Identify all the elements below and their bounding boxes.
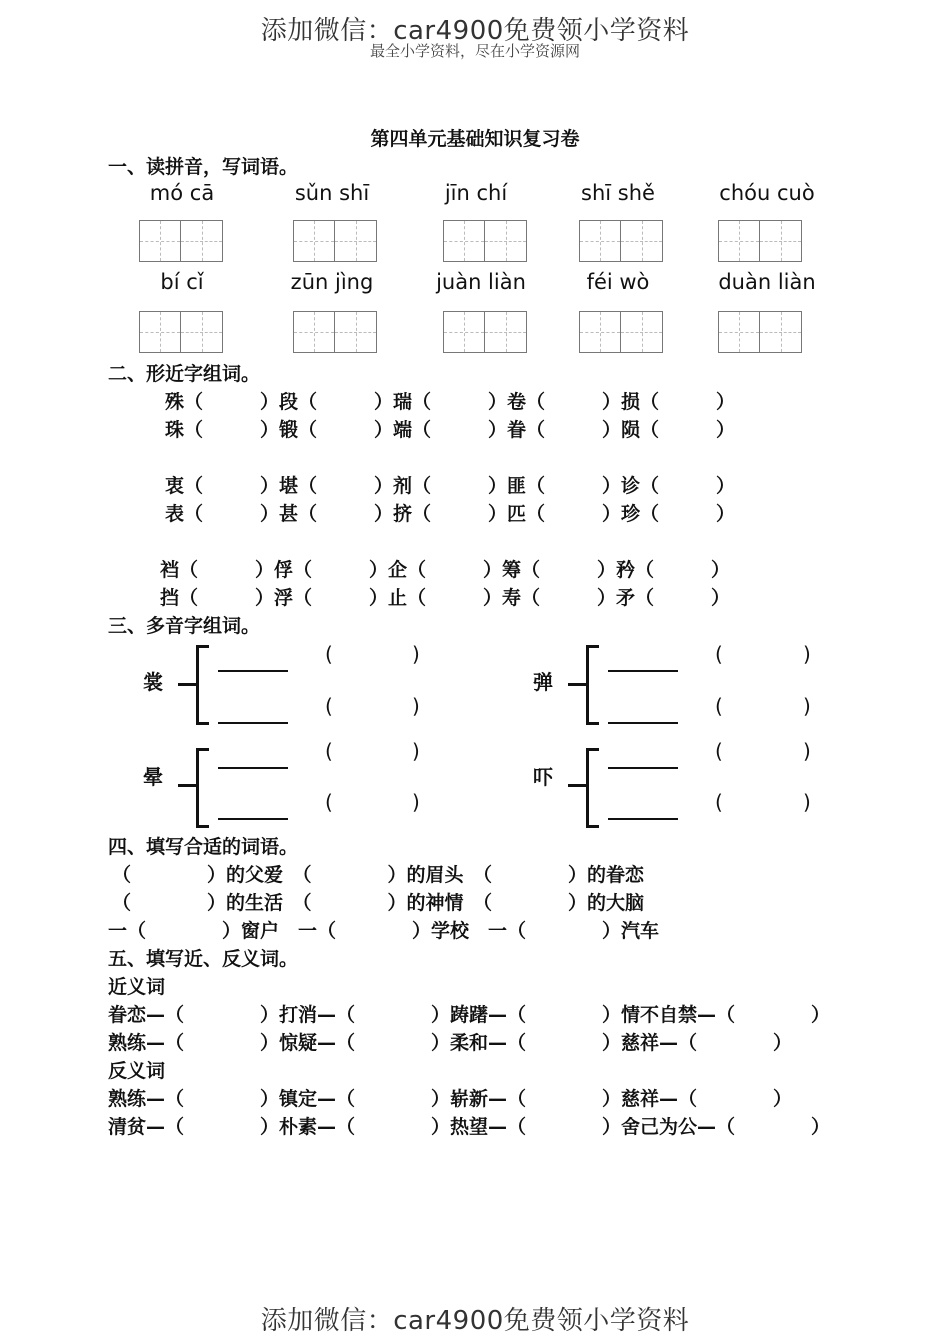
synonym-row[interactable]: 眷恋—（ ）打消—（ ）踌躇—（ ）情不自禁—（ ） xyxy=(108,1004,831,1026)
brace-stem xyxy=(568,683,588,686)
answer-blank[interactable] xyxy=(218,767,288,769)
writing-grid[interactable] xyxy=(579,220,663,262)
paren-open: ( xyxy=(715,790,723,814)
fill-word-row[interactable]: （ ）的父爱 （ ）的眉头 （ ）的眷恋 xyxy=(112,864,645,886)
antonym-label: 反义词 xyxy=(108,1060,166,1082)
writing-grid[interactable] xyxy=(139,311,223,353)
paren-open: ( xyxy=(715,739,723,763)
watermark-bottom: 添加微信：car4900免费领小学资料 xyxy=(260,1306,690,1336)
synonym-label: 近义词 xyxy=(108,976,166,998)
answer-blank[interactable] xyxy=(218,818,288,820)
pinyin: zūn jìng xyxy=(290,270,374,294)
writing-grid[interactable] xyxy=(579,311,663,353)
similar-char-row[interactable]: 衷（ ）堪（ ）剂（ ）匪（ ）诊（ ） xyxy=(165,475,736,497)
brace xyxy=(586,645,599,725)
section-4-heading: 四、填写合适的词语。 xyxy=(108,836,299,858)
similar-char-row[interactable]: 珠（ ）锻（ ）端（ ）眷（ ）陨（ ） xyxy=(165,419,736,441)
polyphone-char: 吓 xyxy=(533,765,553,789)
pinyin: chóu cuò xyxy=(719,181,815,205)
paren-close: ) xyxy=(803,694,811,718)
paren-close: ) xyxy=(412,790,420,814)
brace-stem xyxy=(568,784,588,787)
brace xyxy=(586,748,599,828)
writing-grid[interactable] xyxy=(293,311,377,353)
synonym-row[interactable]: 熟练—（ ）惊疑—（ ）柔和—（ ）慈祥—（ ） xyxy=(108,1032,793,1054)
similar-char-row[interactable]: 裆（ ）俘（ ）企（ ）筹（ ）矜（ ） xyxy=(160,559,731,581)
section-3-heading: 三、多音字组词。 xyxy=(108,615,261,637)
answer-blank[interactable] xyxy=(608,767,678,769)
writing-grid[interactable] xyxy=(139,220,223,262)
writing-grid[interactable] xyxy=(718,220,802,262)
answer-blank[interactable] xyxy=(608,818,678,820)
writing-grid[interactable] xyxy=(443,311,527,353)
polyphone-char: 晕 xyxy=(143,765,163,789)
answer-blank[interactable] xyxy=(608,670,678,672)
answer-blank[interactable] xyxy=(218,670,288,672)
paren-close: ) xyxy=(803,739,811,763)
pinyin: féi wò xyxy=(586,270,650,294)
pinyin: jīn chí xyxy=(444,181,508,205)
polyphone-char: 弹 xyxy=(533,670,553,694)
writing-grid[interactable] xyxy=(443,220,527,262)
brace xyxy=(196,645,209,725)
watermark-top: 添加微信：car4900免费领小学资料 xyxy=(260,16,690,46)
writing-grid[interactable] xyxy=(718,311,802,353)
paren-open: ( xyxy=(325,694,333,718)
section-1-heading: 一、读拼音，写词语。 xyxy=(108,156,299,178)
watermark-subline: 最全小学资料，尽在小学资源网 xyxy=(369,42,580,60)
brace-stem xyxy=(178,683,198,686)
pinyin: bí cǐ xyxy=(160,270,204,294)
pinyin: mó cā xyxy=(149,181,215,205)
brace xyxy=(196,748,209,828)
paren-close: ) xyxy=(803,790,811,814)
paren-open: ( xyxy=(715,642,723,666)
polyphone-char: 裳 xyxy=(143,670,163,694)
paren-close: ) xyxy=(412,694,420,718)
section-2-heading: 二、形近字组词。 xyxy=(108,363,261,385)
answer-blank[interactable] xyxy=(608,722,678,724)
paren-open: ( xyxy=(325,739,333,763)
section-5-heading: 五、填写近、反义词。 xyxy=(108,948,299,970)
paren-open: ( xyxy=(325,790,333,814)
writing-grid[interactable] xyxy=(293,220,377,262)
pinyin: juàn liàn xyxy=(436,270,526,294)
paren-open: ( xyxy=(325,642,333,666)
page-title: 第四单元基础知识复习卷 xyxy=(370,128,580,150)
similar-char-row[interactable]: 挡（ ）浮（ ）止（ ）寿（ ）矛（ ） xyxy=(160,587,731,609)
fill-word-row[interactable]: （ ）的生活 （ ）的神情 （ ）的大脑 xyxy=(112,892,645,914)
similar-char-row[interactable]: 殊（ ）段（ ）瑞（ ）卷（ ）损（ ） xyxy=(165,391,736,413)
paren-open: ( xyxy=(715,694,723,718)
answer-blank[interactable] xyxy=(218,722,288,724)
pinyin: duàn liàn xyxy=(718,270,816,294)
antonym-row[interactable]: 清贫—（ ）朴素—（ ）热望—（ ）舍己为公—（ ） xyxy=(108,1116,831,1138)
paren-close: ) xyxy=(412,739,420,763)
similar-char-row[interactable]: 表（ ）甚（ ）挤（ ）匹（ ）珍（ ） xyxy=(165,503,736,525)
paren-close: ) xyxy=(412,642,420,666)
pinyin: shī shě xyxy=(581,181,655,205)
antonym-row[interactable]: 熟练—（ ）镇定—（ ）崭新—（ ）慈祥—（ ） xyxy=(108,1088,793,1110)
paren-close: ) xyxy=(803,642,811,666)
pinyin: sǔn shī xyxy=(294,181,370,205)
brace-stem xyxy=(178,784,198,787)
fill-word-row[interactable]: 一（ ）窗户 一（ ）学校 一（ ）汽车 xyxy=(108,920,660,942)
